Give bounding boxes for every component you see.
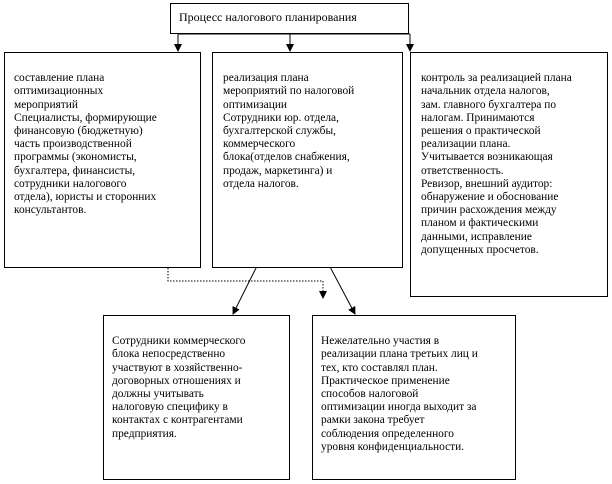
note-confidentiality-text: Нежелательно участия в реализации плана третьих лиц и тех, кто составлял план. Практическое применение способов налоговой оптимизации иногда выходит за рамки закона требует соблюдения определенного уровня конфиденциальности. xyxy=(321,335,478,453)
process-title: Процесс налогового планирования xyxy=(179,10,357,24)
note-confidentiality-box xyxy=(312,315,516,480)
note-commercial-staff-box xyxy=(103,315,290,480)
note-commercial-staff-text: Сотрудники коммерческого блока непосредственно участвуют в хозяйственно- договорных отношениях и должны учитывать налоговую специфику в контактах с контрагентами предприятия. xyxy=(112,335,246,440)
stage-control-text: контроль за реализацией плана начальник отдела налогов, зам. главного бухгалтера по налогам. Принимаются решения о практической реализации плана. Учитывается возникающая ответственность. Ревизор, внешний аудитор: обнаружение и обоснование причин расхождения между планом и фактическими данными, исправление допущенных просчетов. xyxy=(421,72,572,256)
dotted-connector xyxy=(168,268,323,281)
stage-control-box xyxy=(410,52,608,297)
stage-planning-box xyxy=(4,52,201,268)
stage-planning-text: составление плана оптимизационных мероприятий Специалисты, формирующие финансовую (бюджетную) часть производственной программы (экономисты, бухгалтера, финансисты, сотрудники налогового отдела), юристы и сторонних консультантов. xyxy=(14,72,157,217)
stage-implementation-text: реализация плана мероприятий по налоговой оптимизации Сотрудники юр. отдела, бухгалтерской службы, коммерческого блока(отделов снабжения, продаж, маркетинга) и отдела налогов. xyxy=(223,72,355,190)
stage-implementation-box xyxy=(212,52,403,268)
process-title-box xyxy=(170,3,409,34)
